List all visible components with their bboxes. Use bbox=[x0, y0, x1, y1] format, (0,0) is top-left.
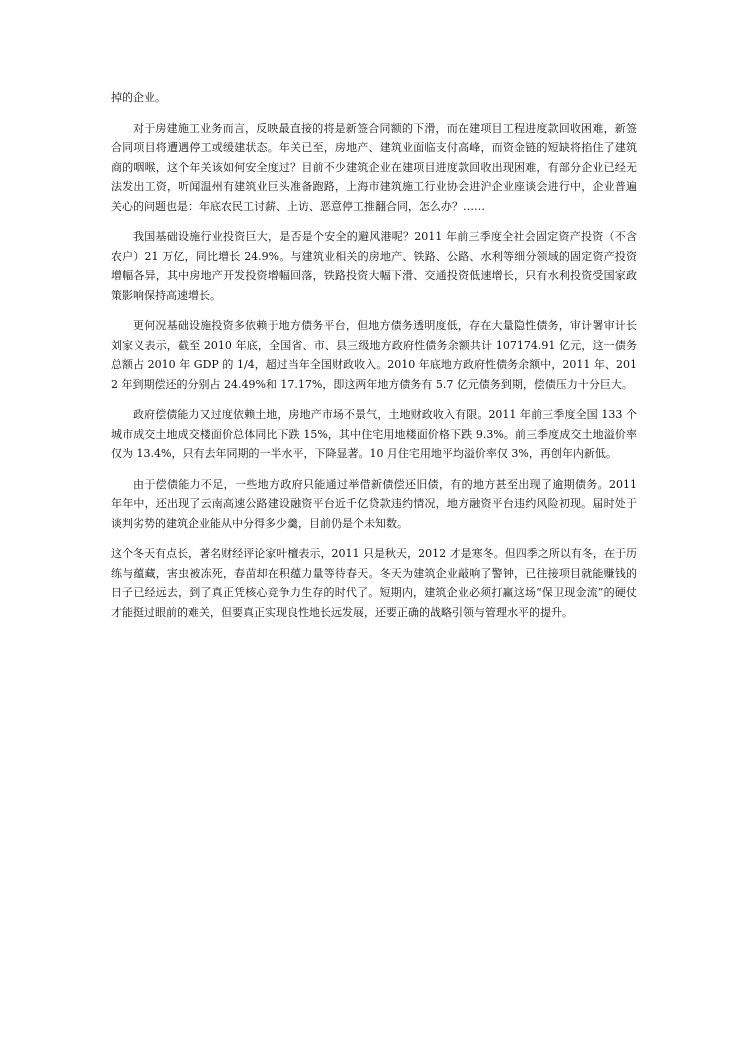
paragraph-4: 更何况基础设施投资多依赖于地方债务平台，但地方债务透明度低，存在大量隐性债务，审计署审计长刘家义表示，截至 2010 年底，全国省、市、县三级地方政府性债务余额共计 107174.91 亿元，这一债务总额占 2010 年 GDP 的 1/4，超过当年全国财政收入。2010 年底地方政府性债务余额中，2011 年、2012 年到期偿还的分别占 24.49%和 17.17%，即这两年地方债务有 5.7 亿元债务到期，偿债压力十分巨大。 bbox=[111, 319, 637, 391]
paragraph-7: 这个冬天有点长，著名财经评论家叶檀表示，2011 只是秋天，2012 才是寒冬。但四季之所以有冬，在于历练与蕴藏，害虫被冻死，春苗却在积蕴力量等待春天。冬天为建筑企业敲响了警钟，已往接项目就能赚钱的日子已经远去，到了真正凭核心竞争力生存的时代了。短期内，建筑企业必须打赢这场“保卫现金流”的硬仗才能挺过眼前的难关，但要真正实现良性地长远发展，还要正确的战略引领与管理水平的提升。 bbox=[111, 547, 637, 619]
paragraph-6: 由于偿债能力不足，一些地方政府只能通过举借新债偿还旧债，有的地方甚至出现了逾期债务。2011 年年中，还出现了云南高速公路建设融资平台近千亿贷款违约情况，地方融资平台违约风险初现。届时处于谈判劣势的建筑企业能从中分得多少羹，目前仍是个未知数。 bbox=[111, 477, 637, 530]
document-page bbox=[111, 88, 637, 633]
paragraph-2: 对于房建施工业务而言，反映最直接的将是新签合同额的下滑，而在建项目工程进度款回收困难，新签合同项目将遭遇停工或缓建状态。年关已至，房地产、建筑业面临支付高峰，而资金链的短缺将掐住了建筑商的咽喉，这个年关该如何安全度过？目前不少建筑企业在建项目进度款回收出现困难，有部分企业已经无法发出工资，听闻温州有建筑业巨头准备跑路，上海市建筑施工行业协会进沪企业座谈会进行中，企业普遍关心的问题也是：年底农民工讨薪、上访、恶意停工推翻合同，怎么办？…… bbox=[111, 121, 637, 213]
paragraph-5: 政府偿债能力又过度依赖土地，房地产市场不景气，土地财政收入有限。2011 年前三季度全国 133 个城市成交土地成交楼面价总体同比下跌 15%，其中住宅用地楼面价格下跌 9.3%。前三季度成交土地溢价率仅为 13.4%，只有去年同期的一半水平，下降显著。10 月住宅用地平均溢价率仅 3%，再创年内新低。 bbox=[111, 408, 637, 460]
paragraph-1: 掉的企业。 bbox=[111, 91, 166, 104]
paragraph-3: 我国基础设施行业投资巨大，是否是个安全的避风港呢？2011 年前三季度全社会固定资产投资（不含农户）21 万亿，同比增长 24.9%。与建筑业相关的房地产、铁路、公路、水利等细分领域的固定资产投资增幅各异，其中房地产开发投资增幅回落，铁路投资大幅下滑、交通投资低速增长，只有水利投资受国家政策影响保持高速增长。 bbox=[111, 230, 637, 302]
